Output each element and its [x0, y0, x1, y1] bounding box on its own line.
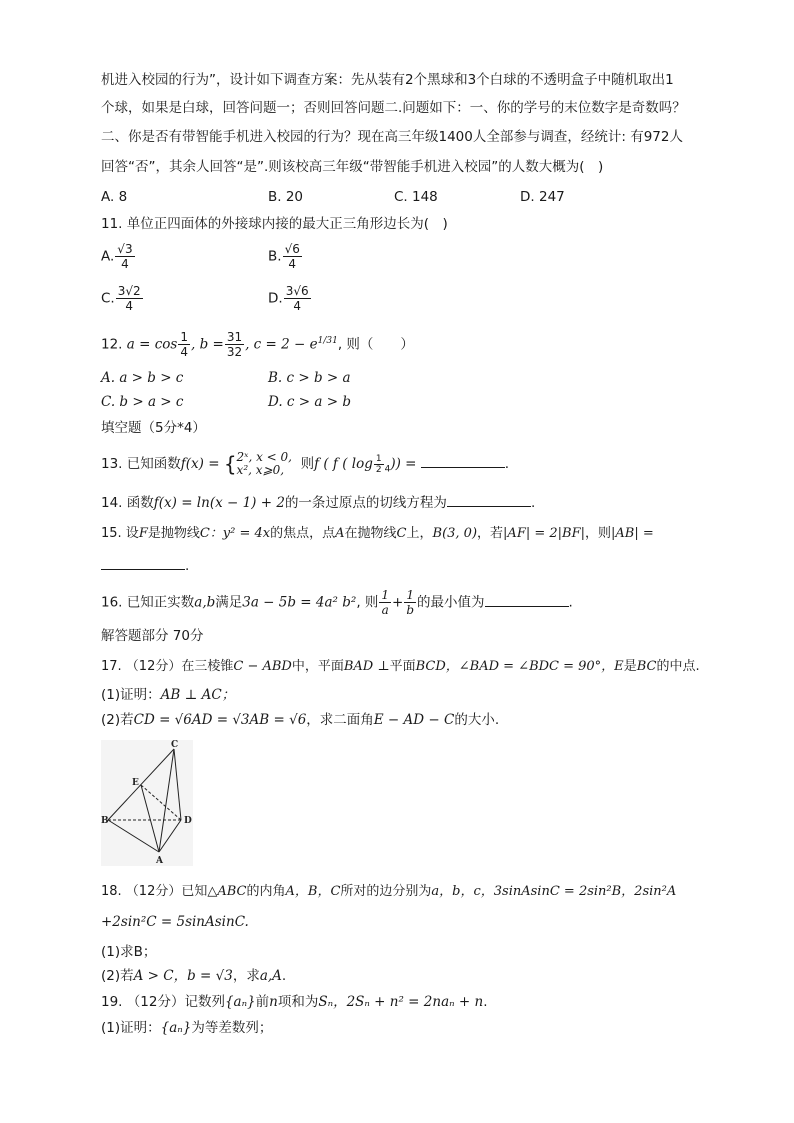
edge-cd	[174, 749, 181, 820]
q15-answer-blank[interactable]	[101, 557, 185, 570]
q14-fx: f(x) = ln(x − 1) + 2	[153, 495, 285, 511]
q15-text-e: 上，	[406, 526, 433, 541]
q13-log-base	[374, 454, 384, 475]
q11-d-den: 4	[293, 299, 301, 313]
q17-text-a: 17. （12分）在三棱锥	[101, 659, 234, 674]
q15-A: A	[335, 526, 345, 541]
q13-prefix: 13. 已知函数	[101, 456, 181, 472]
q14-end: .	[530, 495, 536, 511]
q15-text-c: 的焦点，点	[270, 526, 336, 541]
tetrahedron-figure	[101, 740, 193, 866]
q18-part-1: (1)求B；	[101, 944, 157, 960]
q19-n: n	[269, 994, 278, 1010]
label-c: C	[171, 740, 179, 750]
q17-text-e: 的中点.	[656, 659, 700, 674]
q11-c-den: 4	[125, 299, 133, 313]
q10-line-2: 个球，如果是白球，回答问题一；否则回答问题二.问题如下：一、你的学号的末位数字是奇数吗？	[101, 100, 686, 116]
label-b: B	[101, 816, 109, 826]
q12-f1-den: 4	[180, 345, 188, 359]
q11-option-a	[101, 242, 136, 271]
q19-text-a: 19. （12分）记数列	[101, 994, 225, 1010]
q17-part-1	[101, 685, 235, 705]
q15-ask: |AB| =	[611, 526, 654, 541]
q16-text-d: 的最小值为	[417, 594, 485, 611]
q15-text-d: 在抛物线	[344, 526, 397, 541]
q12-option-b: B. c > b > a	[268, 370, 351, 386]
q10-line-4: 回答“否”，其余人回答“是”.则该校高三年级“带智能手机进入校园”的人数大概为( )	[101, 159, 604, 175]
q16-text-c: , 则	[356, 594, 379, 611]
q11-b-den: 4	[288, 257, 297, 271]
q19-text-b: 前	[255, 994, 270, 1010]
q17-part2-label: (2)若	[101, 712, 134, 728]
q11-c-num: 3√2	[117, 284, 141, 298]
q12-fraction-2	[225, 330, 244, 359]
q11-c-label: C.	[101, 290, 115, 307]
q16-ab: a,b	[194, 594, 216, 611]
q12-prefix: 12.	[101, 336, 123, 353]
q11-a-fraction	[115, 242, 134, 271]
q16-end: .	[568, 594, 573, 611]
q14-text-b: 的一条过原点的切线方程为	[284, 495, 447, 511]
q15-text-f: ，若	[477, 526, 504, 541]
q12-exponent: 1/31	[317, 336, 338, 346]
q17-part2-math: CD = √6AD = √3AB = √6	[133, 712, 307, 728]
section-fill-heading: 填空题（5分*4）	[101, 420, 206, 436]
q10-line-3: 二、你是否有带智能手机进入校园的行为？现在高三年级1400人全部参与调查，经统计: 有972人	[101, 129, 683, 145]
q12-option-d: D. c > a > b	[268, 394, 351, 410]
q12-stem	[101, 330, 414, 359]
label-e: E	[132, 778, 139, 788]
q17-part1-math: AB ⊥ AC；	[160, 687, 236, 703]
q18-line-2: +2sin²C = 5sinAsinC.	[101, 914, 249, 930]
q15-answer-line	[101, 556, 189, 576]
q13-fx: f(x) =	[180, 456, 220, 472]
q15-text-g: ，则	[584, 526, 611, 541]
q11-d-num: 3√6	[285, 284, 309, 298]
q15-stem	[101, 524, 654, 544]
q11-a-num: √3	[117, 242, 133, 256]
q18-text-c: 所对的边分别为	[340, 884, 432, 899]
tetrahedron-diagram	[101, 740, 193, 866]
q16-text-a: 16. 已知正实数	[101, 594, 195, 611]
edge-ed-hidden	[141, 785, 181, 820]
q15-text-b: 是抛物线	[147, 526, 200, 541]
q17-plane-1: BAD ⊥	[343, 659, 390, 674]
q18-part-2	[101, 966, 286, 986]
q11-d-fraction	[284, 284, 311, 313]
q16-f2-den: b	[406, 603, 415, 617]
q18-line-1	[101, 882, 676, 902]
q12-f2-den: 32	[226, 345, 243, 359]
q13-brace: {	[223, 452, 237, 476]
q13-arg: 4	[384, 464, 391, 475]
q12-a-part: a = cos	[126, 336, 178, 353]
label-a: A	[156, 856, 163, 866]
q19-text-d: .	[483, 994, 488, 1010]
q11-b-label: B.	[268, 248, 282, 265]
q15-B: B(3, 0)	[432, 526, 478, 541]
q19-part-1	[101, 1018, 272, 1038]
q13-then: 则	[300, 456, 315, 472]
q14-text-a: 14. 函数	[101, 495, 154, 511]
q18-part2-math: A > C，b = √3	[133, 968, 233, 984]
q10-option-b: B. 20	[268, 189, 304, 205]
q19-sn: Sₙ，2Sₙ + n² = 2naₙ + n	[318, 994, 484, 1010]
q12-option-c: C. b > a > c	[101, 394, 184, 410]
q15-F: F	[138, 526, 148, 541]
q12-suffix: , 则（ ）	[337, 336, 414, 353]
q18-part2-text: ，求	[232, 968, 260, 984]
q12-f1-num: 1	[180, 330, 188, 344]
q11-a-den: 4	[121, 257, 129, 271]
q17-text-c: 平面	[389, 659, 416, 674]
q15-text-a: 15. 设	[101, 526, 139, 541]
q13-close: )) =	[390, 456, 417, 472]
q17-part-2	[101, 710, 499, 730]
q16-eq: 3a − 5b = 4a² b²	[242, 594, 357, 611]
q14-answer-blank[interactable]	[447, 494, 531, 507]
q11-c-fraction	[116, 284, 143, 313]
q18-angles: A，B，C	[285, 884, 341, 899]
q12-fraction-1	[178, 330, 190, 359]
q12-c-part: , c = 2 − e	[245, 336, 318, 353]
q16-answer-blank[interactable]	[485, 594, 569, 607]
q15-cond: |AF| = 2|BF|	[503, 526, 585, 541]
q10-option-d: D. 247	[520, 189, 565, 205]
q17-tetra: C − ABD	[233, 659, 292, 674]
q13-base-den: 2	[375, 464, 382, 475]
edge-cb	[108, 749, 174, 820]
q11-d-label: D.	[268, 290, 283, 307]
q19-part1-label: (1)证明：	[101, 1020, 161, 1036]
q18-sides: a，b，c，3sinAsinC = 2sin²B，2sin²A	[431, 884, 677, 899]
q18-part2-end: .	[281, 968, 287, 984]
q19-text-c: 项和为	[277, 994, 319, 1010]
q17-part2-text: ，求二面角	[306, 712, 374, 728]
q13-case-1: 2ˣ, x < 0,	[236, 450, 292, 464]
q17-part2-end: 的大小.	[454, 712, 500, 728]
q17-text-d: 是	[623, 659, 637, 674]
q10-option-c: C. 148	[394, 189, 438, 205]
q16-f1-num: 1	[381, 588, 390, 602]
q11-option-c	[101, 284, 144, 313]
q18-text-a: 18. （12分）已知	[101, 884, 208, 899]
q13-answer-blank[interactable]	[421, 455, 505, 468]
q15-C: C	[396, 526, 407, 541]
q13-stem	[101, 450, 509, 484]
q17-text-b: 中，平面	[291, 659, 344, 674]
q18-text-b: 的内角	[246, 884, 286, 899]
q14-stem	[101, 493, 535, 513]
q13-expr: f ( f ( log	[314, 456, 373, 472]
q11-option-d	[268, 284, 312, 313]
edge-ca	[159, 749, 174, 852]
q12-option-a: A. a > b > c	[101, 370, 184, 386]
q16-plus: +	[392, 594, 404, 611]
edge-da	[159, 820, 181, 852]
q13-base-num: 1	[375, 453, 382, 464]
q13-case-2: x², x⩾0,	[236, 463, 285, 477]
q15-eq: C：y² = 4x	[199, 526, 271, 541]
q11-option-b	[268, 242, 303, 271]
q16-fraction-1	[379, 588, 391, 617]
q18-triangle: △ABC	[207, 884, 247, 899]
q13-cases	[237, 451, 292, 477]
q19-line-1	[101, 992, 487, 1012]
q12-b-part: , b =	[190, 336, 224, 353]
q11-b-fraction	[283, 242, 302, 271]
q18-part2-label: (2)若	[101, 968, 134, 984]
q16-text-b: 满足	[215, 594, 243, 611]
q15-end: .	[185, 558, 190, 574]
q19-part1-text: 为等差数列；	[191, 1020, 273, 1036]
q18-part2-math-2: a,A	[259, 968, 282, 984]
q19-part1-math: {aₙ}	[160, 1020, 192, 1036]
q16-f1-den: a	[381, 603, 389, 617]
q19-seq: {aₙ}	[224, 994, 256, 1010]
section-answer-heading: 解答题部分 70分	[101, 628, 204, 644]
q11-b-num: √6	[284, 242, 300, 256]
q10-line-1: 机进入校园的行为”，设计如下调查方案：先从装有2个黑球和3个白球的不透明盒子中随机取出1	[101, 72, 674, 88]
q11-stem: 11. 单位正四面体的外接球内接的最大正三角形边长为( )	[101, 216, 448, 232]
q16-stem	[101, 588, 573, 617]
q11-a-label: A.	[101, 248, 115, 265]
q17-plane-2: BCD，∠BAD = ∠BDC = 90°，E	[415, 659, 624, 674]
q17-part1-label: (1)证明：	[101, 687, 161, 703]
q12-f2-num: 31	[226, 330, 243, 344]
q16-fraction-2	[404, 588, 416, 617]
label-d: D	[184, 816, 192, 826]
q17-stem	[101, 657, 700, 677]
q17-part2-math-2: E − AD − C	[373, 712, 455, 728]
q10-option-a: A. 8	[101, 189, 128, 205]
q13-end: .	[504, 456, 510, 472]
q16-f2-num: 1	[404, 588, 416, 603]
q17-bc: BC	[636, 659, 657, 674]
